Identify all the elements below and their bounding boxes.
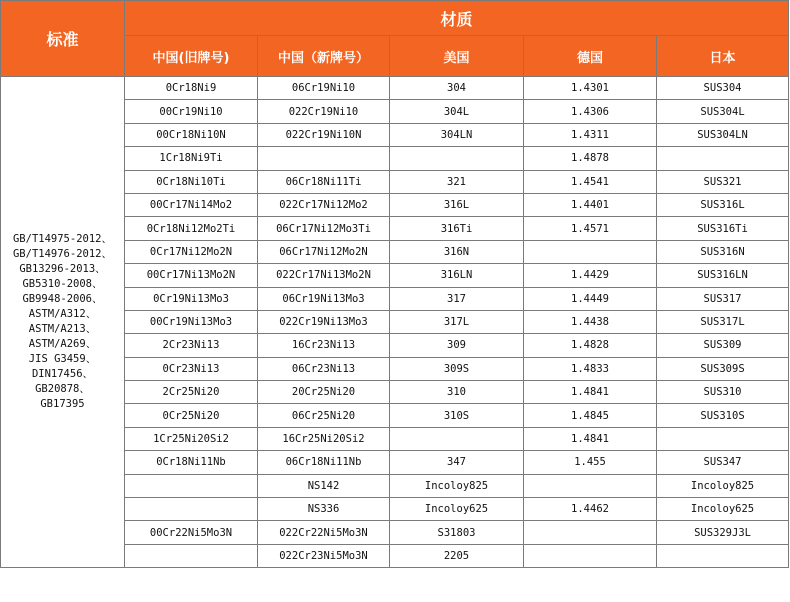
cell-usa: 317L	[390, 310, 524, 333]
cell-china-new: 06Cr25Ni20	[258, 404, 390, 427]
standard-item: ASTM/A312、	[28, 308, 97, 321]
cell-japan: Incoloy625	[657, 498, 789, 521]
cell-japan: SUS304LN	[657, 123, 789, 146]
cell-japan: SUS316Ti	[657, 217, 789, 240]
standard-header: 标准	[1, 1, 125, 77]
table-row	[1, 77, 789, 100]
cell-china-new: NS336	[258, 498, 390, 521]
cell-china-new: 022Cr22Ni5Mo3N	[258, 521, 390, 544]
cell-usa: 347	[390, 451, 524, 474]
cell-china-new: 022Cr19Ni10	[258, 100, 390, 123]
cell-china-new: 06Cr19Ni13Mo3	[258, 287, 390, 310]
cell-germany: 1.4401	[524, 193, 657, 216]
cell-japan: SUS310S	[657, 404, 789, 427]
standard-item: JIS G3459、	[28, 353, 97, 366]
cell-china-old	[125, 474, 258, 497]
cell-germany	[524, 521, 657, 544]
column-header-china-old: 中国(旧牌号)	[125, 36, 258, 77]
cell-japan	[657, 147, 789, 170]
cell-japan: SUS309	[657, 334, 789, 357]
standard-item: GB17395	[40, 398, 85, 411]
cell-germany: 1.4841	[524, 381, 657, 404]
cell-china-old: 2Cr23Ni13	[125, 334, 258, 357]
standard-item: GB/T14976-2012、	[12, 248, 112, 261]
cell-germany: 1.4833	[524, 357, 657, 380]
cell-germany: 1.4306	[524, 100, 657, 123]
cell-china-new: 06Cr23Ni13	[258, 357, 390, 380]
standard-item: GB13296-2013、	[19, 263, 106, 276]
cell-china-new: 20Cr25Ni20	[258, 381, 390, 404]
cell-china-old: 0Cr18Ni11Nb	[125, 451, 258, 474]
cell-china-old: 0Cr17Ni12Mo2N	[125, 240, 258, 263]
cell-japan: SUS304L	[657, 100, 789, 123]
cell-japan: SUS321	[657, 170, 789, 193]
cell-china-old: 00Cr22Ni5Mo3N	[125, 521, 258, 544]
cell-japan: SUS310	[657, 381, 789, 404]
cell-japan: SUS316LN	[657, 264, 789, 287]
cell-usa	[390, 147, 524, 170]
cell-japan: SUS316L	[657, 193, 789, 216]
cell-japan: SUS316N	[657, 240, 789, 263]
cell-usa: Incoloy825	[390, 474, 524, 497]
cell-japan: SUS329J3L	[657, 521, 789, 544]
cell-china-old: 00Cr18Ni10N	[125, 123, 258, 146]
cell-germany: 1.4438	[524, 310, 657, 333]
cell-germany: 1.4462	[524, 498, 657, 521]
cell-china-new: 06Cr19Ni10	[258, 77, 390, 100]
cell-usa: 316N	[390, 240, 524, 263]
cell-china-old: 1Cr18Ni9Ti	[125, 147, 258, 170]
cell-china-old: 0Cr19Ni13Mo3	[125, 287, 258, 310]
cell-usa: 309S	[390, 357, 524, 380]
cell-japan: SUS304	[657, 77, 789, 100]
cell-germany: 1.4449	[524, 287, 657, 310]
cell-usa: 2205	[390, 544, 524, 567]
cell-germany	[524, 240, 657, 263]
standard-item: GB9948-2006、	[22, 293, 103, 306]
cell-china-old: 0Cr18Ni9	[125, 77, 258, 100]
cell-germany: 1.4311	[524, 123, 657, 146]
cell-germany: 1.4878	[524, 147, 657, 170]
cell-usa: 309	[390, 334, 524, 357]
cell-usa: 317	[390, 287, 524, 310]
cell-china-old: 00Cr17Ni13Mo2N	[125, 264, 258, 287]
cell-usa: Incoloy625	[390, 498, 524, 521]
cell-usa	[390, 427, 524, 450]
cell-usa: S31803	[390, 521, 524, 544]
cell-germany: 1.4429	[524, 264, 657, 287]
cell-usa: 310	[390, 381, 524, 404]
cell-japan	[657, 427, 789, 450]
cell-china-new: 16Cr25Ni20Si2	[258, 427, 390, 450]
cell-china-new: 06Cr17Ni12Mo2N	[258, 240, 390, 263]
cell-germany	[524, 544, 657, 567]
cell-china-new	[258, 147, 390, 170]
cell-china-new: 022Cr17Ni13Mo2N	[258, 264, 390, 287]
cell-usa: 304	[390, 77, 524, 100]
cell-japan: SUS347	[657, 451, 789, 474]
cell-china-new: 06Cr18Ni11Ti	[258, 170, 390, 193]
cell-china-new: 022Cr19Ni13Mo3	[258, 310, 390, 333]
column-header-china-new: 中国（新牌号）	[258, 36, 390, 77]
cell-china-old: 00Cr19Ni10	[125, 100, 258, 123]
cell-china-new: 06Cr17Ni12Mo3Ti	[258, 217, 390, 240]
cell-usa: 316LN	[390, 264, 524, 287]
standards-cell	[1, 77, 125, 568]
material-header: 材质	[125, 1, 789, 36]
cell-usa: 304LN	[390, 123, 524, 146]
cell-japan: SUS309S	[657, 357, 789, 380]
column-header-germany: 德国	[524, 36, 657, 77]
cell-china-old: 0Cr18Ni12Mo2Ti	[125, 217, 258, 240]
cell-usa: 304L	[390, 100, 524, 123]
header-row-1	[1, 1, 789, 36]
cell-china-new: 022Cr23Ni5Mo3N	[258, 544, 390, 567]
cell-china-old: 1Cr25Ni20Si2	[125, 427, 258, 450]
cell-germany	[524, 474, 657, 497]
standard-item: DIN17456、	[31, 368, 94, 381]
cell-germany: 1.4841	[524, 427, 657, 450]
cell-japan	[657, 544, 789, 567]
cell-china-old: 00Cr17Ni14Mo2	[125, 193, 258, 216]
cell-china-old: 0Cr18Ni10Ti	[125, 170, 258, 193]
cell-china-old	[125, 544, 258, 567]
cell-usa: 310S	[390, 404, 524, 427]
cell-germany: 1.4845	[524, 404, 657, 427]
cell-china-old: 0Cr25Ni20	[125, 404, 258, 427]
standard-item: GB5310-2008、	[22, 278, 103, 291]
cell-china-old: 0Cr23Ni13	[125, 357, 258, 380]
cell-usa: 316Ti	[390, 217, 524, 240]
cell-china-new: 022Cr19Ni10N	[258, 123, 390, 146]
cell-usa: 321	[390, 170, 524, 193]
cell-japan: SUS317L	[657, 310, 789, 333]
cell-germany: 1.4828	[524, 334, 657, 357]
table-body	[1, 77, 789, 568]
cell-usa: 316L	[390, 193, 524, 216]
cell-china-old: 00Cr19Ni13Mo3	[125, 310, 258, 333]
cell-germany: 1.4541	[524, 170, 657, 193]
cell-china-new: 16Cr23Ni13	[258, 334, 390, 357]
column-header-usa: 美国	[390, 36, 524, 77]
column-header-japan: 日本	[657, 36, 789, 77]
standard-item: GB20878、	[35, 383, 90, 396]
cell-germany: 1.455	[524, 451, 657, 474]
cell-china-old	[125, 498, 258, 521]
cell-china-new: 06Cr18Ni11Nb	[258, 451, 390, 474]
cell-japan: Incoloy825	[657, 474, 789, 497]
cell-germany: 1.4301	[524, 77, 657, 100]
standard-item: ASTM/A213、	[28, 323, 97, 336]
cell-japan: SUS317	[657, 287, 789, 310]
cell-germany: 1.4571	[524, 217, 657, 240]
standard-item: ASTM/A269、	[28, 338, 97, 351]
cell-china-old: 2Cr25Ni20	[125, 381, 258, 404]
standard-item: GB/T14975-2012、	[12, 233, 112, 246]
cell-china-new: NS142	[258, 474, 390, 497]
cell-china-new: 022Cr17Ni12Mo2	[258, 193, 390, 216]
